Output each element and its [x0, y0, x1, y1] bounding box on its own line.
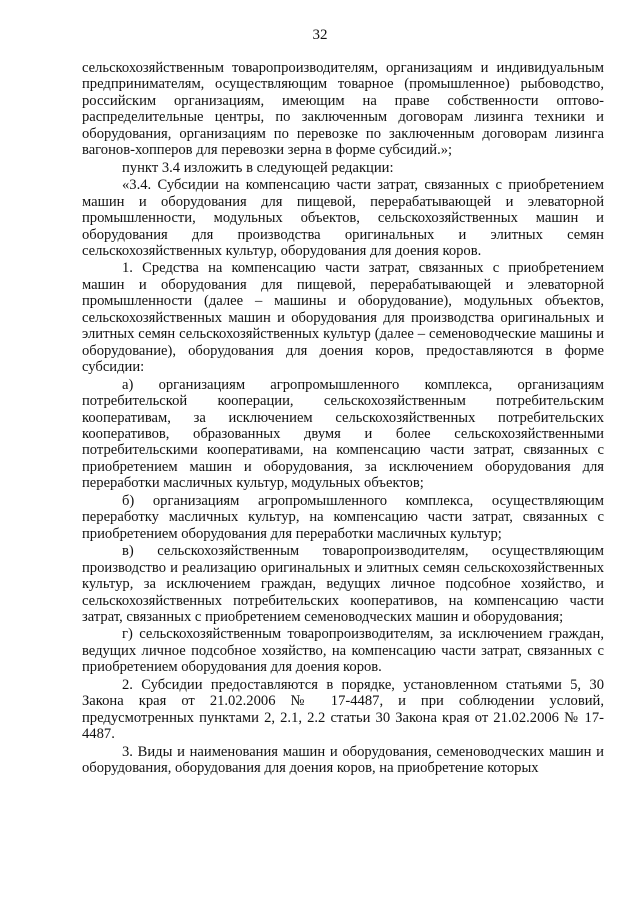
paragraph-subitem-a: а) организациям агропромышленного комплекса, организациям потребительской кооперации, сельскохозяйственным потребительским кооперативам, за исключением сельскохозяйственных потребительских кооперативов, образованных двумя и более сельскохозяйственными потребительскими кооперативами, на компенсацию части затрат, связанных с приобретением машин и оборудования, за исключением оборудования для переработки масличных культур, модульных объектов; [82, 376, 604, 492]
paragraph-item-3: 3. Виды и наименования машин и оборудования, семеноводческих машин и оборудования, оборудования для доения коров, на приобретение которых [82, 743, 604, 777]
paragraph-subitem-g: г) сельскохозяйственным товаропроизводителям, за исключением граждан, ведущих личное подсобное хозяйство, на компенсацию части затрат, связанных с приобретением оборудования для доения коров. [82, 626, 604, 676]
document-body [82, 60, 604, 777]
paragraph-section-3-4-title: «3.4. Субсидии на компенсацию части затрат, связанных с приобретением машин и оборудования для пищевой, перерабатывающей и элеваторной промышленности, модульных объектов, сельскохозяйственных машин и оборудования для производства оригинальных и элитных семян сельскохозяйственных культур, оборудования для доения коров. [82, 177, 604, 259]
paragraph-item-2: 2. Субсидии предоставляются в порядке, установленном статьями 5, 30 Закона края от 21.02.2006 № 17-4487, и при соблюдении условий, предусмотренных пунктами 2, 2.1, 2.2 статьи 30 Закона края от 21.02.2006 № 17-4487. [82, 676, 604, 743]
paragraph-amendment-intro: пункт 3.4 изложить в следующей редакции: [122, 159, 394, 176]
paragraph-subitem-v: в) сельскохозяйственным товаропроизводителям, осуществляющим производство и реализацию оригинальных и элитных семян сельскохозяйственных культур, за исключением граждан, ведущих личное подсобное хозяйство, и сельскохозяйственных потребительских кооперативов, на компенсацию части затрат, связанных с приобретением семеноводческих машин и оборудования; [82, 543, 604, 625]
paragraph-subitem-b: б) организациям агропромышленного комплекса, осуществляющим переработку масличных культур, на компенсацию части затрат, связанных с приобретением оборудования для переработки масличных культур; [82, 492, 604, 542]
page-number: 32 [312, 27, 328, 43]
paragraph-continuation: сельскохозяйственным товаропроизводителям, организациям и индивидуальным предпринимателям, осуществляющим товарное (промышленное) рыбоводство, российским организациям, имеющим на праве собственности оптово-распределительные центры, по заключенным договорам лизинга техники и оборудования, организациям по перевозке по заключенным договорам лизинга вагонов-хопперов для перевозки зерна в форме субсидий.»; [82, 60, 604, 159]
paragraph-item-1: 1. Средства на компенсацию части затрат, связанных с приобретением машин и оборудования для пищевой, перерабатывающей и элеваторной промышленности (далее – машины и оборудование), модульных объектов, сельскохозяйственных машин и оборудования для производства оригинальных и элитных семян сельскохозяйственных культур (далее – семеноводческие машины и оборудование), оборудования для доения коров, предоставляются в форме субсидии: [82, 260, 604, 376]
